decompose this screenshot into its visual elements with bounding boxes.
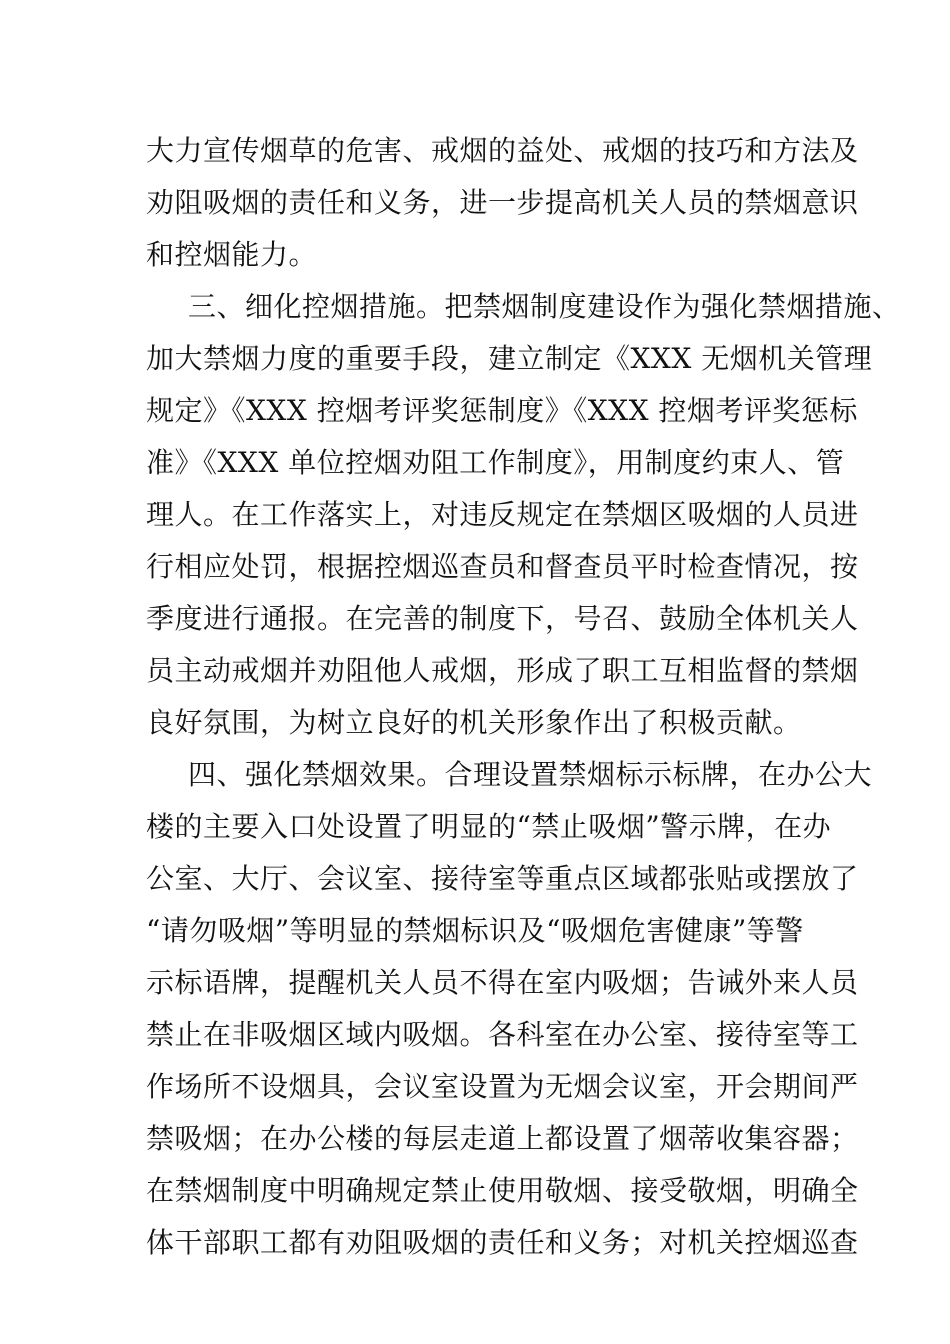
paragraph-2-line-1: 三、细化控烟措施。把禁烟制度建设作为强化禁烟措施、	[188, 290, 901, 323]
paragraph-2-line-2: 加大禁烟力度的重要手段，建立制定《XXX 无烟机关管理	[146, 342, 873, 375]
paragraph-3-line-7: 作场所不设烟具，会议室设置为无烟会议室，开会期间严	[146, 1070, 859, 1103]
paragraph-2-line-6: 行相应处罚，根据控烟巡查员和督查员平时检查情况，按	[146, 550, 859, 583]
paragraph-3-line-8: 禁吸烟；在办公楼的每层走道上都设置了烟蒂收集容器；	[146, 1122, 859, 1155]
paragraph-2-line-9: 良好氛围，为树立良好的机关形象作出了积极贡献。	[146, 706, 802, 739]
paragraph-1-line-3: 和控烟能力。	[146, 238, 318, 271]
paragraph-2-line-8: 员主动戒烟并劝阻他人戒烟，形成了职工互相监督的禁烟	[146, 654, 859, 687]
paragraph-3-line-2: 楼的主要入口处设置了明显的“禁止吸烟”警示牌，在办	[146, 810, 832, 843]
paragraph-2-line-3: 规定》《XXX 控烟考评奖惩制度》《XXX 控烟考评奖惩标	[146, 394, 858, 427]
paragraph-3-line-10: 体干部职工都有劝阻吸烟的责任和义务；对机关控烟巡查	[146, 1226, 859, 1259]
paragraph-3-line-9: 在禁烟制度中明确规定禁止使用敬烟、接受敬烟，明确全	[146, 1174, 859, 1207]
paragraph-3-line-1: 四、强化禁烟效果。合理设置禁烟标示标牌，在办公大	[188, 758, 873, 791]
paragraph-1-line-1: 大力宣传烟草的危害、戒烟的益处、戒烟的技巧和方法及	[146, 134, 859, 167]
paragraph-3-line-3: 公室、大厅、会议室、接待室等重点区域都张贴或摆放了	[146, 862, 859, 895]
paragraph-2-line-7: 季度进行通报。在完善的制度下，号召、鼓励全体机关人	[146, 602, 859, 635]
paragraph-3-line-5: 示标语牌，提醒机关人员不得在室内吸烟；告诫外来人员	[146, 966, 859, 999]
paragraph-2-line-4: 准》《XXX 单位控烟劝阻工作制度》，用制度约束人、管	[146, 446, 845, 479]
paragraph-1-line-2: 劝阻吸烟的责任和义务，进一步提高机关人员的禁烟意识	[146, 186, 859, 219]
paragraph-3-line-4: “请勿吸烟”等明显的禁烟标识及“吸烟危害健康”等警	[146, 914, 804, 947]
paragraph-3-line-6: 禁止在非吸烟区域内吸烟。各科室在办公室、接待室等工	[146, 1018, 859, 1051]
paragraph-2-line-5: 理人。在工作落实上，对违反规定在禁烟区吸烟的人员进	[146, 498, 859, 531]
